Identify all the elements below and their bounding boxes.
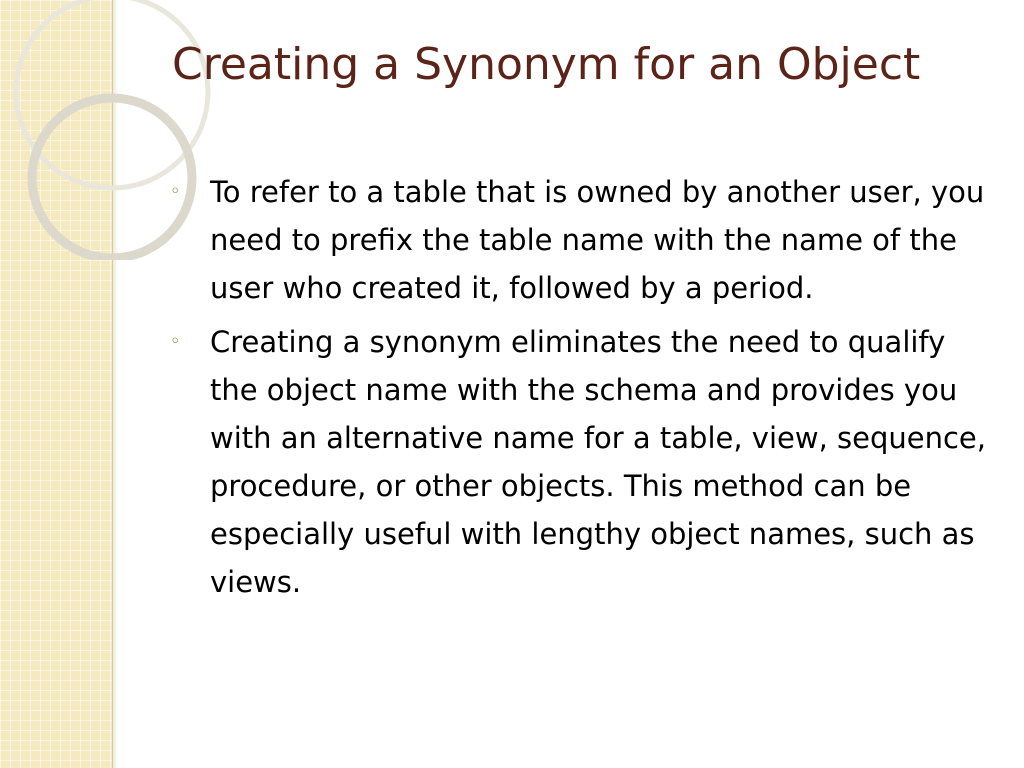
bullet-text: To refer to a table that is owned by another user, you need to prefix the table name with the name of the user who created it, followed by a period.: [210, 175, 985, 305]
slide-title: Creating a Synonym for an Object: [172, 39, 921, 90]
bullet-item: [168, 168, 998, 312]
bullet-list: [168, 168, 998, 612]
bullet-item: [168, 318, 998, 606]
bullet-text: Creating a synonym eliminates the need to qualify the object name with the schema and provides you with an alternative name for a table, view, sequence, procedure, or other objects. This method can be especially useful with lengthy object names, such as views.: [210, 325, 986, 599]
bullet-marker-icon: ◦: [170, 331, 181, 352]
bullet-marker-icon: ◦: [170, 181, 181, 202]
